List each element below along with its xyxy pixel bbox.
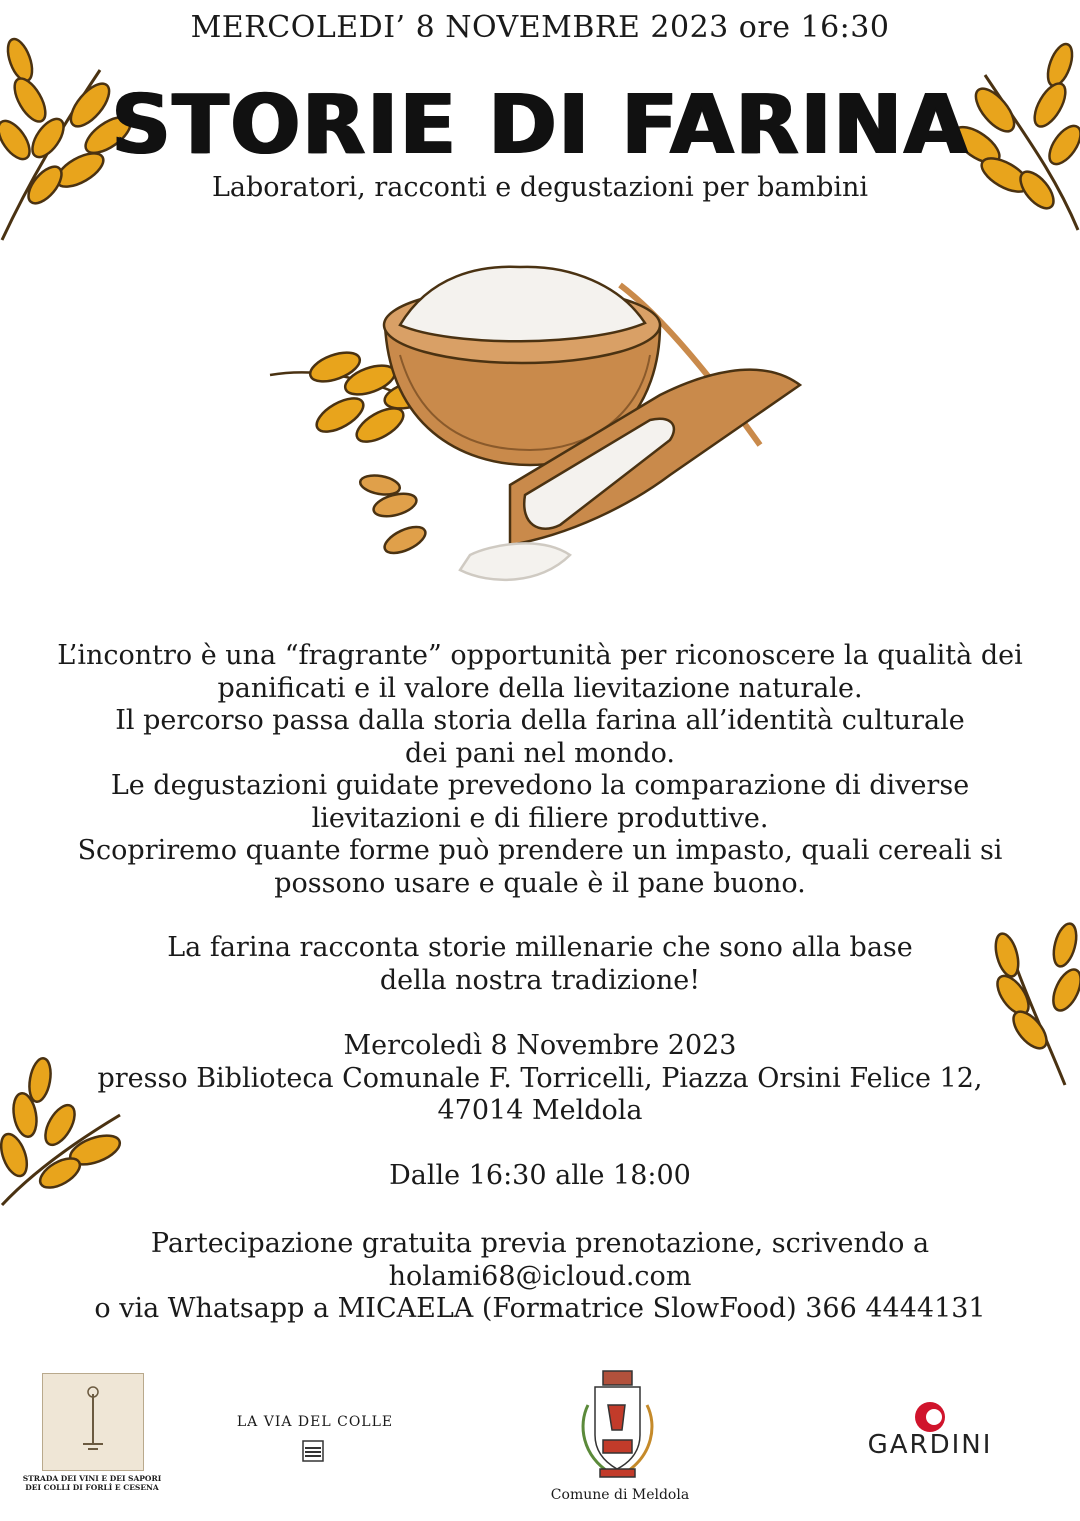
strada-caption-line: DEI COLLI DI FORLÌ E CESENA [25,1483,159,1492]
event-venue: presso Biblioteca Comunale F. Torricelli, Piazza Orsini Felice 12, [97,1062,983,1094]
booking-line: Partecipazione gratuita previa prenotazione, scrivendo a [150,1228,930,1259]
page-title: STORIE DI FARINA [111,78,969,173]
event-hours: Dalle 16:30 alle 18:00 [389,1160,691,1191]
description-line: Il percorso passa dalla storia della farina all’identità culturale [115,705,965,736]
strada-caption-line: STRADA DEI VINI E DEI SAPORI [22,1474,162,1483]
la-via-del-colle-logo: LA VIA DEL COLLE [236,1414,394,1430]
event-date: Mercoledì 8 Novembre 2023 [343,1030,737,1061]
la-via-del-colle-mark-icon [302,1440,324,1462]
event-city: 47014 Meldola [437,1095,643,1126]
comune-di-meldola-caption: Comune di Meldola [550,1487,690,1503]
event-description [0,640,1080,900]
flour-bowl-illustration [240,255,840,625]
description-line: possono usare e quale è il pane buono. [274,867,806,899]
meldola-coat-of-arms-icon [570,1365,665,1485]
description-line: lievitazioni e di filiere produttive. [311,802,769,834]
description-line: Scopriremo quante forme può prendere un impasto, quali cereali si [77,835,1003,866]
description-line: L’incontro è una “fragrante” opportunità per riconoscere la qualità dei [57,640,1023,671]
quote-line: La farina racconta storie millenarie che sono alla base [167,932,913,963]
page-subtitle: Laboratori, racconti e degustazioni per bambini [211,172,869,203]
gardini-logo-text: GARDINI [867,1430,993,1460]
description-line: dei pani nel mondo. [405,737,675,769]
strada-vini-logo [42,1373,144,1471]
description-line: Le degustazioni guidate prevedono la comparazione di diverse [110,770,970,801]
quote-line: della nostra tradizione! [379,964,701,996]
gardini-logo-icon [910,1400,950,1434]
event-details [0,1030,1080,1128]
event-date-header: MERCOLEDI’ 8 NOVEMBRE 2023 ore 16:30 [190,10,890,45]
tagline-quote [0,932,1080,997]
booking-email-link[interactable]: holami68@icloud.com [388,1260,692,1292]
booking-info [0,1228,1080,1326]
booking-whatsapp: o via Whatsapp a MICAELA (Formatrice SlowFood) 366 4444131 [94,1293,986,1324]
strada-vini-caption [20,1474,164,1492]
description-line: panificati e il valore della lievitazione naturale. [217,672,863,704]
